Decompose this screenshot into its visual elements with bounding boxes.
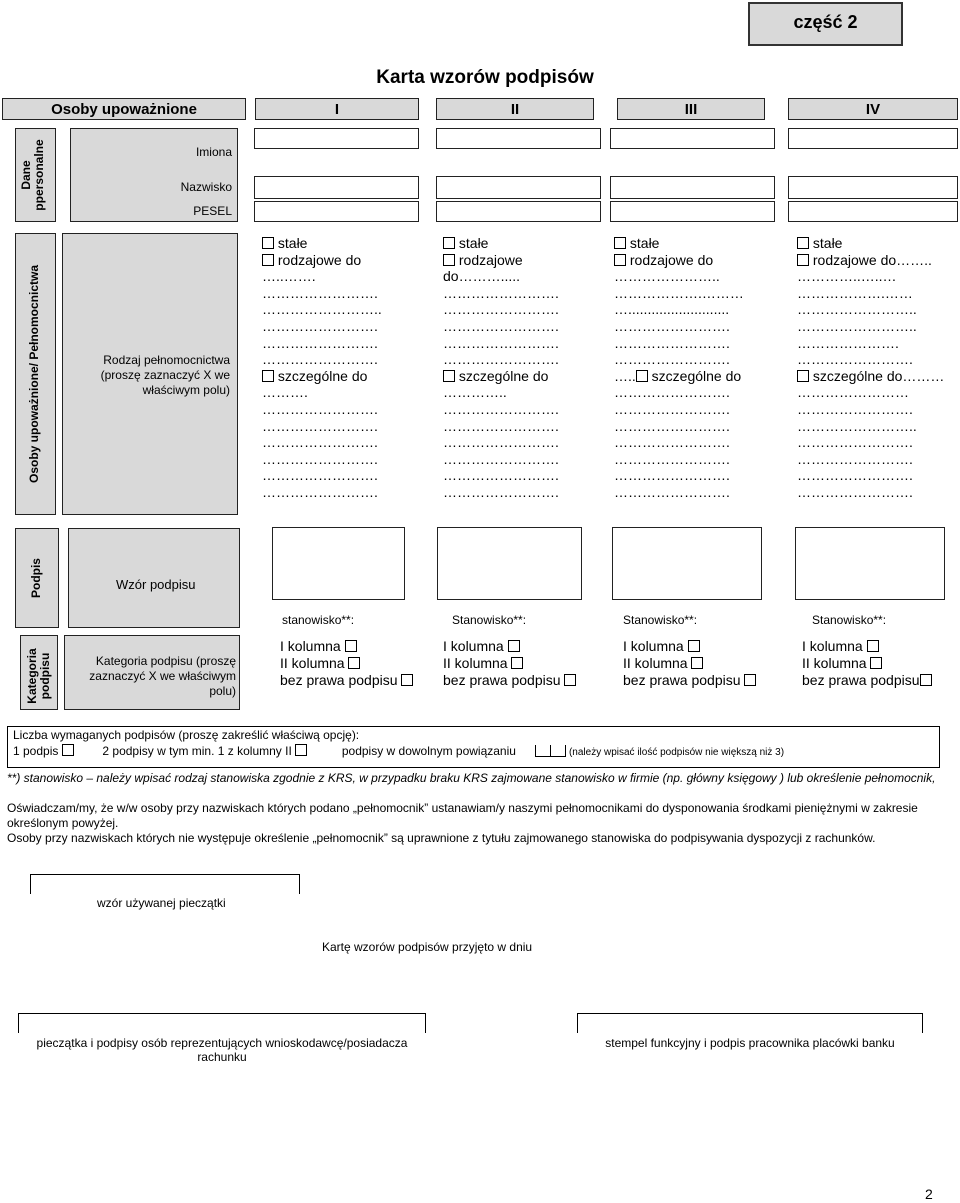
pesel-field-1[interactable]	[254, 201, 419, 222]
szczegolne-line[interactable]: …………………….	[797, 450, 913, 467]
szczegolne-line[interactable]: …………………….	[797, 483, 913, 500]
position-label-2: Stanowisko**:	[452, 613, 527, 627]
rodzajowe-line[interactable]: ……………………..	[262, 301, 382, 318]
imiona-field-4[interactable]	[788, 128, 958, 149]
szczegolne-line[interactable]: …………………….	[262, 450, 378, 467]
szczegolne-line[interactable]: …………………….	[262, 483, 378, 500]
authority-col1: stałe rodzajowe do …..……. ……………………. …………………….. ……………………. ……………………. ……………………. szczególne do ………. ……………………. ……………………. ……………………. ……………………. ……………………. …………………….	[262, 235, 382, 500]
stamp-label: wzór używanej pieczątki	[97, 896, 226, 910]
szczegolne-line[interactable]: …………………….	[614, 467, 730, 484]
szczegolne-line[interactable]: …………………….	[443, 483, 559, 500]
declaration-text: Oświadczam/my, że w/w osoby przy nazwiskach których podano „pełnomocnik” ustanawiam/y naszymi pełnomocnikami do dysponowania środkami pieniężnymi w zakresie określonym powyżej.	[7, 801, 918, 830]
pesel-field-4[interactable]	[788, 201, 958, 222]
signature-box-3[interactable]	[612, 527, 762, 600]
rodzajowe-line[interactable]: …..........................	[614, 301, 730, 318]
stale-checkbox-4[interactable]	[797, 237, 809, 249]
position-label-4: Stanowisko**:	[812, 613, 887, 627]
rodzajowe-line[interactable]: ……………….………	[614, 284, 744, 301]
szczegolne-line[interactable]: …………………….	[443, 417, 559, 434]
signature-right-label: stempel funkcyjny i podpis pracownika placówki banku	[605, 1036, 895, 1050]
rodzajowe-line[interactable]: …………………….	[443, 317, 559, 334]
rodzajowe-line[interactable]: …………………….	[262, 334, 378, 351]
kolumna-1-checkbox[interactable]	[688, 640, 700, 652]
label-imiona: Imiona	[195, 145, 232, 159]
rodzajowe-line[interactable]: …………………..	[614, 268, 720, 285]
nazwisko-field-4[interactable]	[788, 176, 958, 199]
personal-section-label: Dane ppersonalne	[19, 139, 46, 211]
szczegolne-line[interactable]: …………………….	[262, 417, 378, 434]
authority-description: Rodzaj pełnomocnictwa (proszę zaznaczyć X we właściwym polu)	[100, 353, 230, 397]
kolumna-2-checkbox[interactable]	[691, 657, 703, 669]
kolumna-1-checkbox[interactable]	[508, 640, 520, 652]
rodzajowe-line[interactable]: do……….....	[443, 268, 521, 285]
imiona-field-3[interactable]	[610, 128, 775, 149]
nazwisko-field-3[interactable]	[610, 176, 775, 199]
kolumna-1-checkbox[interactable]	[867, 640, 879, 652]
column-header-2: II	[436, 98, 594, 120]
szczegolne-line[interactable]: …………………….	[614, 400, 730, 417]
szczegolne-line[interactable]: …………………….	[443, 467, 559, 484]
stale-checkbox-3[interactable]	[614, 237, 626, 249]
rodzajowe-checkbox-3[interactable]	[614, 254, 626, 266]
pesel-field-3[interactable]	[610, 201, 775, 222]
rodzajowe-line[interactable]: …..…….	[262, 268, 316, 285]
column-header-3: III	[617, 98, 765, 120]
position-label-1: stanowisko**:	[282, 613, 355, 627]
part-label-box	[748, 2, 903, 46]
szczegolne-line[interactable]: …………………….	[443, 400, 559, 417]
bez-prawa-checkbox[interactable]	[744, 674, 756, 686]
category-options-4: I kolumna II kolumna bez prawa podpisu	[802, 638, 932, 689]
rodzajowe-line[interactable]: …………………….	[262, 351, 378, 368]
rodzajowe-line[interactable]: …………………….	[443, 334, 559, 351]
szczegolne-line[interactable]: …………………….	[262, 467, 378, 484]
szczegolne-line[interactable]: …………………….	[797, 467, 913, 484]
rodzajowe-line[interactable]: …………………….	[262, 317, 378, 334]
signature-left-label: pieczątka i podpisy osób reprezentujących wnioskodawcę/posiadacza rachunku	[36, 1036, 408, 1064]
personal-inputs-col3[interactable]	[610, 128, 775, 222]
signature-left-area[interactable]	[18, 1013, 426, 1033]
rodzajowe-line[interactable]: …………………….	[443, 351, 559, 368]
szczegolne-line[interactable]: …………………….	[797, 434, 913, 451]
authority-section-label: Osoby upoważnione/ Pełnomocnictwa	[27, 264, 41, 484]
szczegolne-line[interactable]: ……………………	[797, 384, 909, 401]
position-label-3: Stanowisko**:	[623, 613, 698, 627]
szczegolne-line[interactable]: ……….	[262, 384, 308, 401]
bez-prawa-checkbox[interactable]	[401, 674, 413, 686]
szczegolne-line[interactable]: …………………….	[443, 450, 559, 467]
szczegolne-checkbox-2[interactable]	[443, 370, 455, 382]
szczegolne-line[interactable]: …………………….	[262, 400, 378, 417]
imiona-field-2[interactable]	[436, 128, 601, 149]
szczegolne-line[interactable]: …………………….	[614, 384, 730, 401]
persons-header: Osoby upoważnione	[2, 98, 246, 120]
rodzajowe-line[interactable]: …………………….	[614, 334, 730, 351]
category-options-2: I kolumna II kolumna bez prawa podpisu	[443, 638, 576, 689]
szczegolne-line[interactable]: …………………….	[614, 450, 730, 467]
rodzajowe-line[interactable]: …………………….	[614, 351, 730, 368]
signature-box-1[interactable]	[272, 527, 405, 600]
szczegolne-line[interactable]: …………………….	[614, 434, 730, 451]
one-signature-checkbox[interactable]	[62, 744, 74, 756]
szczegolne-line[interactable]: …………………….	[614, 483, 730, 500]
rodzajowe-line[interactable]: …………………….	[443, 284, 559, 301]
personal-inputs-col1[interactable]	[254, 128, 419, 222]
kolumna-2-checkbox[interactable]	[348, 657, 360, 669]
two-signatures-checkbox[interactable]	[295, 744, 307, 756]
rodzajowe-line[interactable]: ……………………..	[797, 301, 917, 318]
rodzajowe-checkbox-2[interactable]	[443, 254, 455, 266]
rodzajowe-checkbox-1[interactable]	[262, 254, 274, 266]
authority-col4: stałe rodzajowe do…….. …………..…..… ……………….…… …………………….. …………………….. …………………. ……………………. szczególne do……… …………………… ……………………. …………………….. ……………………. ……………………. ……………………. …………………….	[797, 235, 945, 500]
signature-description: Wzór podpisu	[116, 577, 196, 592]
part-label: część 2	[793, 12, 858, 32]
bez-prawa-checkbox[interactable]	[564, 674, 576, 686]
rodzajowe-line[interactable]: …………………….	[797, 351, 913, 368]
rodzajowe-line[interactable]: ……………………..	[797, 317, 917, 334]
required-options: 1 podpis 2 podpisy w tym min. 1 z kolumny II podpisy w dowolnym powiązaniu (należy wpisać ilość podpisów nie większą niż 3)	[13, 744, 785, 758]
stale-checkbox-2[interactable]	[443, 237, 455, 249]
kolumna-2-checkbox[interactable]	[511, 657, 523, 669]
szczegolne-line[interactable]: …………..	[443, 384, 507, 401]
rodzajowe-line[interactable]: …………………….	[262, 284, 378, 301]
rodzajowe-line[interactable]: …………………….	[614, 317, 730, 334]
szczegolne-checkbox-1[interactable]	[262, 370, 274, 382]
szczegolne-line[interactable]: …………………….	[262, 434, 378, 451]
category-options-1: I kolumna II kolumna bez prawa podpisu	[280, 638, 413, 689]
nazwisko-field-1[interactable]	[254, 176, 419, 199]
personal-inputs-col4[interactable]	[788, 128, 958, 222]
szczegolne-line[interactable]: …………………….	[797, 400, 913, 417]
szczegolne-line[interactable]: …………………….	[614, 417, 730, 434]
personal-inputs-col2[interactable]	[436, 128, 601, 222]
stale-checkbox-1[interactable]	[262, 237, 274, 249]
pesel-field-2[interactable]	[436, 201, 601, 222]
stamp-area[interactable]	[30, 874, 300, 894]
category-options-3: I kolumna II kolumna bez prawa podpisu	[623, 638, 756, 689]
persons-note: Osoby przy nazwiskach których nie występuje określenie „pełnomocnik” są uprawnione z tytułu zajmowanego stanowiska do podpisywania dyspozycji z rachunków.	[7, 831, 876, 845]
szczegolne-line[interactable]: …………………….	[443, 434, 559, 451]
rodzajowe-line[interactable]: ……………….……	[797, 284, 913, 301]
signature-box-2[interactable]	[437, 527, 582, 600]
rodzajowe-line[interactable]: ………………….	[797, 334, 899, 351]
bez-prawa-checkbox[interactable]	[920, 674, 932, 686]
category-description: Kategoria podpisu (proszę zaznaczyć X we właściwym polu)	[89, 654, 236, 698]
column-header-4: IV	[788, 98, 958, 120]
szczegolne-checkbox-4[interactable]	[797, 370, 809, 382]
nazwisko-field-2[interactable]	[436, 176, 601, 199]
page-title: Karta wzorów podpisów	[376, 67, 594, 88]
kolumna-2-checkbox[interactable]	[870, 657, 882, 669]
rodzajowe-checkbox-4[interactable]	[797, 254, 809, 266]
signature-section-label: Podpis	[29, 558, 43, 599]
accepted-label: Kartę wzorów podpisów przyjęto w dniu	[322, 940, 533, 954]
szczegolne-line[interactable]: ……………………..	[797, 417, 917, 434]
rodzajowe-line[interactable]: …………..…..…	[797, 268, 897, 285]
count-input[interactable]	[535, 745, 550, 757]
category-section-label: Kategoria podpisu	[25, 648, 52, 704]
label-pesel: PESEL	[193, 204, 232, 218]
page-number: 2	[925, 1186, 933, 1202]
szczegolne-checkbox-3[interactable]	[636, 370, 648, 382]
label-nazwisko: Nazwisko	[180, 180, 232, 194]
stanowisko-note: **) stanowisko – należy wpisać rodzaj stanowiska zgodnie z KRS, w przypadku braku KRS zajmowane stanowisko w firmie (np. główny księgowy ) lub określenie pełnomocnik,	[7, 771, 936, 785]
rodzajowe-line[interactable]: …………………….	[443, 301, 559, 318]
kolumna-1-checkbox[interactable]	[345, 640, 357, 652]
imiona-field-1[interactable]	[254, 128, 419, 149]
signature-right-area[interactable]	[577, 1013, 923, 1033]
column-header-1: I	[255, 98, 419, 120]
authority-col3: stałe rodzajowe do ………………….. ……………….……… ….......................... ……………………. ……………………. ……………………. ….. szczególne do ……………………. ……………………. ……………………. ……………………. ……………………. ……………………. …………………….	[614, 235, 744, 500]
required-heading: Liczba wymaganych podpisów (proszę zakreślić właściwą opcję):	[13, 728, 360, 742]
signature-box-4[interactable]	[795, 527, 945, 600]
authority-col2: stałe rodzajowe do………..... ……………………. ……………………. ……………………. ……………………. ……………………. szczególne do ………….. ……………………. ……………………. ……………………. ……………………. ……………………. …………………….	[443, 235, 559, 500]
